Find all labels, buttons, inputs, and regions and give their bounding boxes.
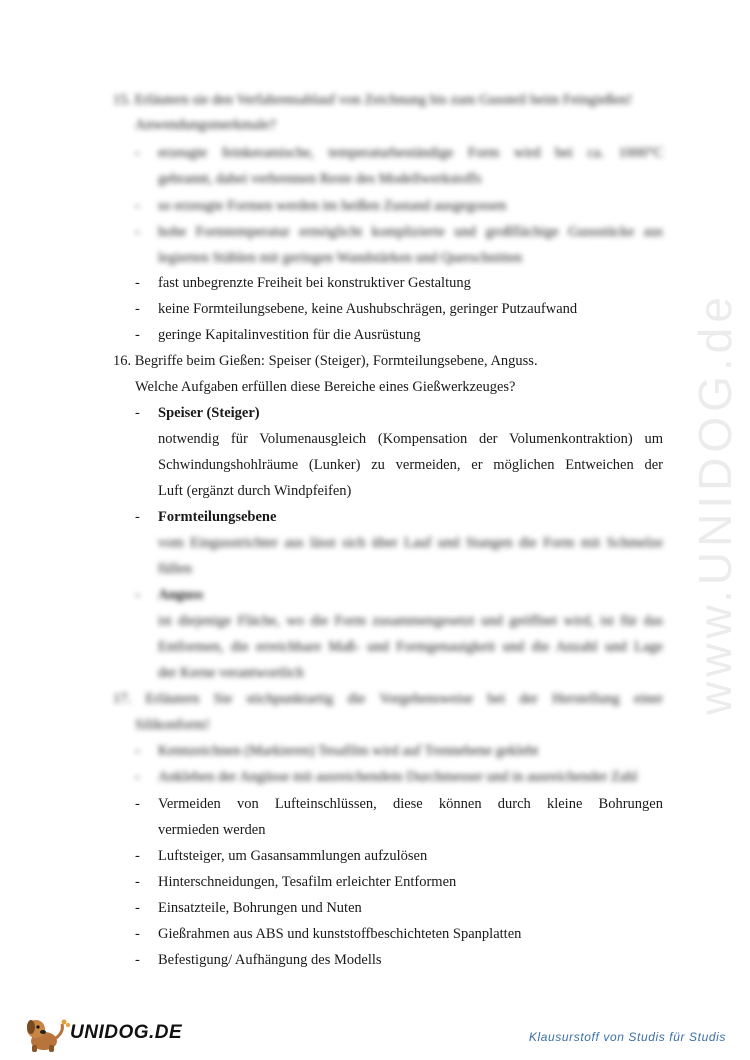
bullet-dash: - [135, 743, 140, 759]
footer-tagline: Klausurstoff von Studis für Studis [528, 1030, 726, 1044]
logo-text: UNIDOG.DE [70, 1022, 183, 1043]
q17-blurred-bullet: Kennzeichnen (Markieren) Tesafilm wird auf Trennebene geklebt [158, 743, 539, 759]
bullet-dash: - [135, 926, 140, 942]
formteilung-title: Formteilungsebene [158, 509, 277, 525]
bullet-dash: - [135, 224, 140, 240]
speiser-text: Luft (ergänzt durch Windpfeifen) [158, 483, 352, 499]
q15-blurred-bullet: so erzeugte Formen werden im heißen Zustand ausgegossen [158, 198, 507, 214]
q17-bullet: Luftsteiger, um Gasansammlungen aufzulösen [158, 848, 428, 864]
bullet-dash: - [135, 301, 140, 317]
q15-bullet: fast unbegrenzte Freiheit bei konstruktiver Gestaltung [158, 275, 471, 291]
unidog-logo [22, 1014, 183, 1054]
bullet-dash: - [135, 587, 140, 603]
watermark: www.UNIDOG.de [689, 292, 741, 715]
bullet-dash: - [135, 405, 140, 421]
q17-bullet: Befestigung/ Aufhängung des Modells [158, 952, 382, 968]
q17-bullet: vermieden werden [158, 822, 266, 838]
anguss-title: Anguss [158, 587, 204, 603]
q15-heading-2: Anwendungsmerkmale? [135, 117, 276, 133]
bullet-dash: - [135, 769, 140, 785]
bullet-dash: - [135, 796, 140, 812]
bullet-dash: - [135, 198, 140, 214]
formteilung-text: vom Eingusstrichter aus lässt sich über Lauf und Stangen die Form mit Schmelze [158, 535, 663, 551]
bullet-dash: - [135, 952, 140, 968]
q17-heading: 17. Erläutern Sie stichpunktartig die Vorgehensweise bei der Herstellung einer [113, 691, 663, 707]
bullet-dash: - [135, 145, 140, 161]
bullet-dash: - [135, 275, 140, 291]
q16-subheading: Welche Aufgaben erfüllen diese Bereiche eines Gießwerkzeuges? [135, 379, 516, 395]
speiser-text: notwendig für Volumenausgleich (Kompensation der Volumenkontraktion) um [158, 431, 663, 447]
anguss-text: der Kerne verantwortlich [158, 665, 304, 681]
q15-heading: 15. Erläutern sie den Verfahrensablauf von Zeichnung bis zum Gussteil beim Feingießen! [113, 92, 633, 108]
bullet-dash: - [135, 900, 140, 916]
q17-heading-2: Silikonform! [135, 717, 210, 733]
q17-bullet: Vermeiden von Lufteinschlüssen, diese können durch kleine Bohrungen [158, 796, 663, 812]
bullet-dash: - [135, 848, 140, 864]
q17-bullet: Gießrahmen aus ABS und kunststoffbeschichteten Spanplatten [158, 926, 522, 942]
anguss-text: ist diejenige Fläche, wo die Form zusammengesetzt und geöffnet wird, ist für das [158, 613, 663, 629]
q15-blurred-bullet: gebrannt, dabei verbrennen Reste des Modellwerkstoffs [158, 171, 482, 187]
q15-bullet: geringe Kapitalinvestition für die Ausrüstung [158, 327, 421, 343]
anguss-text: Entformen, die erreichbare Maß- und Formgenauigkeit und die Anzahl und Lage [158, 639, 663, 655]
formteilung-text: füllen [158, 561, 192, 577]
q15-blurred-bullet: legierten Stählen mit geringen Wandstärken und Querschnitten [158, 250, 523, 266]
bullet-dash: - [135, 509, 140, 525]
q15-blurred-bullet: erzeugte feinkeramische, temperaturbeständige Form wird bei ca. 1000°C [158, 145, 663, 161]
q17-bullet: Hinterschneidungen, Tesafilm erleichter Entformen [158, 874, 457, 890]
dog-icon [22, 1014, 70, 1054]
q15-bullet: keine Formteilungsebene, keine Aushubschrägen, geringer Putzaufwand [158, 301, 578, 317]
bullet-dash: - [135, 327, 140, 343]
q16-heading: 16. Begriffe beim Gießen: Speiser (Steiger), Formteilungsebene, Anguss. [113, 353, 538, 369]
q15-blurred-bullet: hohe Formtemperatur ermöglicht komplizierte und großflächige Gussstücke aus [158, 224, 663, 240]
bullet-dash: - [135, 874, 140, 890]
q17-bullet: Einsatzteile, Bohrungen und Nuten [158, 900, 362, 916]
speiser-title: Speiser (Steiger) [158, 405, 260, 421]
speiser-text: Schwindungshohlräume (Lunker) zu vermeiden, er möglichen Entweichen der [158, 457, 663, 473]
q17-blurred-bullet: Ankleben der Angüsse mit ausreichendem Durchmesser und in ausreichender Zahl [158, 769, 638, 785]
